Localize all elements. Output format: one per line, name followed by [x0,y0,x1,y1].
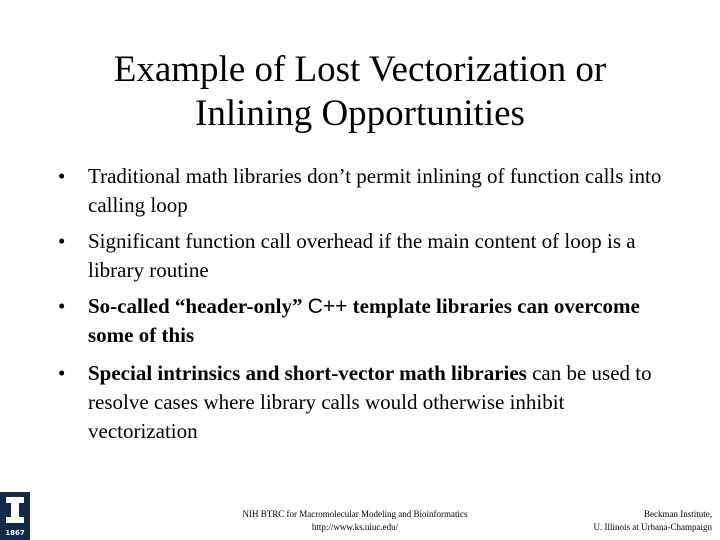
bullet-item [58,227,668,285]
bullet-dot-icon: • [58,164,66,188]
logo-year: 1867 [5,529,25,537]
bullet-dot-icon: • [58,229,66,253]
footer-institute: Beckman Institute, [644,509,712,519]
footer-center [212,508,498,534]
slide-title-line-2: Inlining Opportunities [195,93,525,134]
bullet-text-bold: Special intrinsics and short-vector math libraries [88,361,527,385]
bullet-item [58,359,668,446]
slide-title-line-1: Example of Lost Vectorization or [113,49,607,90]
bullet-item [58,292,668,350]
footer-url: http://www.ks.uiuc.edu/ [311,522,399,532]
bullet-item [58,162,668,220]
slide-title [40,48,680,136]
bullet-text-bold: So-called “header-only” [88,294,308,318]
university-logo [0,492,30,540]
bullet-list [58,162,668,453]
bullet-dot-icon: • [58,294,66,318]
footer-right [548,508,712,534]
bullet-dot-icon: • [58,361,66,385]
bullet-text: Traditional math libraries don’t permit inlining of function calls into calling loop [88,164,662,217]
bullet-text-cpp: C++ [307,295,348,318]
bullet-text-bold: template libraries can overcome some of this [88,294,640,347]
university-block-i-icon [0,492,30,540]
footer-university: U. Illinois at Urbana-Champaign [593,522,712,532]
bullet-text: can be used to resolve cases where library calls would otherwise inhibit vectorization [88,361,652,443]
footer-org-name: NIH BTRC for Macromolecular Modeling and Bioinformatics [242,509,468,519]
bullet-text: Significant function call overhead if the main content of loop is a library routine [88,229,636,282]
